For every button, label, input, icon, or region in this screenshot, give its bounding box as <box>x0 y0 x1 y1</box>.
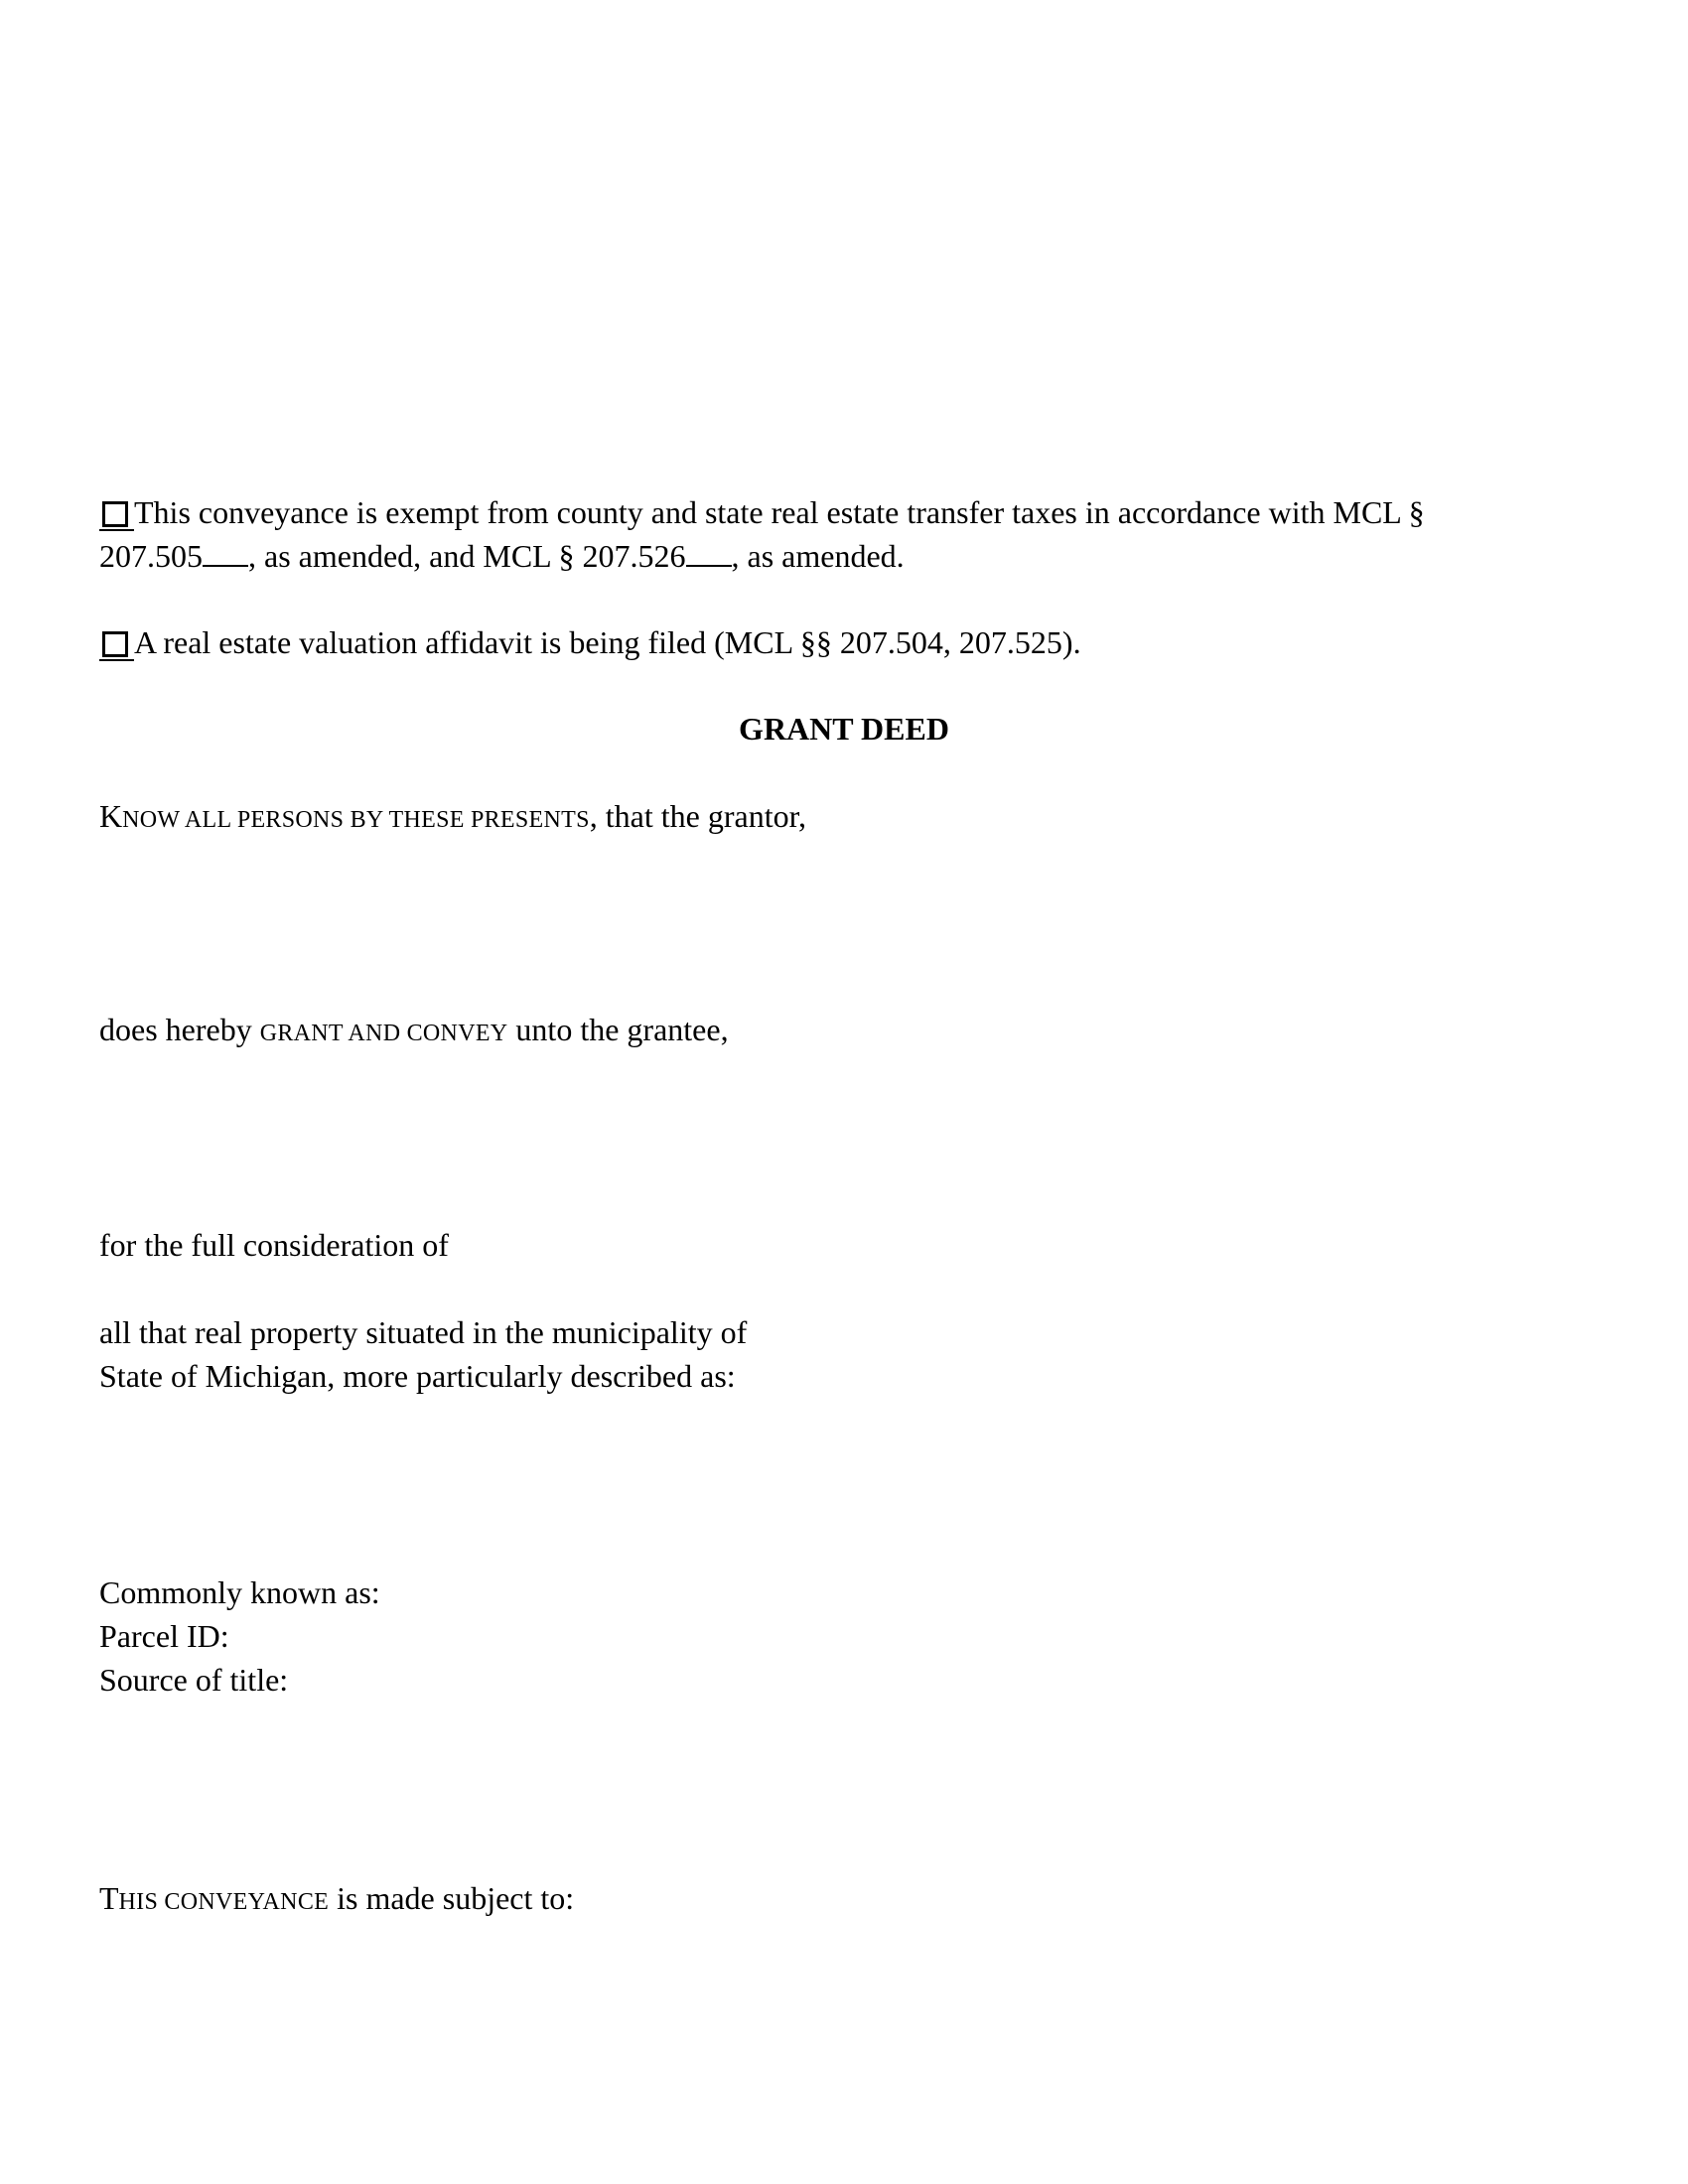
subject-tail: is made subject to: <box>329 1880 575 1916</box>
exemption-checkbox[interactable] <box>102 501 128 527</box>
grant-small-caps: GRANT AND CONVEY <box>259 1021 508 1046</box>
document-title: GRANT DEED <box>739 711 949 747</box>
affidavit-text: A real estate valuation affidavit is being filed (MCL §§ 207.504, 207.525). <box>134 624 1081 660</box>
subject-small-caps: HIS CONVEYANCE <box>118 1889 330 1915</box>
grant-prefix: does hereby <box>99 1012 260 1047</box>
exemption-checkbox-wrap[interactable] <box>99 499 134 531</box>
know-tail: , that the grantor, <box>589 798 806 834</box>
exemption-text-2a: 207.505 <box>99 538 203 574</box>
source-of-title-label: Source of title: <box>99 1662 289 1698</box>
exemption-text-1: This conveyance is exempt from county and state real estate transfer taxes in accordance with MCL § <box>134 494 1425 530</box>
know-initial: K <box>99 798 123 834</box>
affidavit-paragraph <box>99 620 1081 664</box>
mcl-207-526-blank[interactable] <box>686 543 732 567</box>
affidavit-checkbox-wrap[interactable] <box>99 629 134 661</box>
consideration-line: for the full consideration of <box>99 1227 449 1263</box>
exemption-paragraph-line1 <box>99 490 1425 534</box>
exemption-text-2b: , as amended, and MCL § 207.526 <box>248 538 686 574</box>
grant-suffix: unto the grantee, <box>507 1012 729 1047</box>
mcl-207-505-blank[interactable] <box>203 543 248 567</box>
know-small-caps: NOW ALL PERSONS BY THESE PRESENTS <box>122 807 590 833</box>
affidavit-checkbox[interactable] <box>102 631 128 657</box>
commonly-known-label: Commonly known as: <box>99 1574 380 1610</box>
property-line-2: State of Michigan, more particularly described as: <box>99 1358 736 1394</box>
subject-initial: T <box>99 1880 119 1916</box>
parcel-id-label: Parcel ID: <box>99 1618 229 1654</box>
property-line-1: all that real property situated in the municipality of <box>99 1314 748 1350</box>
exemption-text-2c: , as amended. <box>731 538 905 574</box>
know-all-persons-line <box>99 794 806 842</box>
subject-to-line <box>99 1876 574 1924</box>
exemption-paragraph-line2 <box>99 534 905 578</box>
grant-convey-line <box>99 1008 729 1055</box>
